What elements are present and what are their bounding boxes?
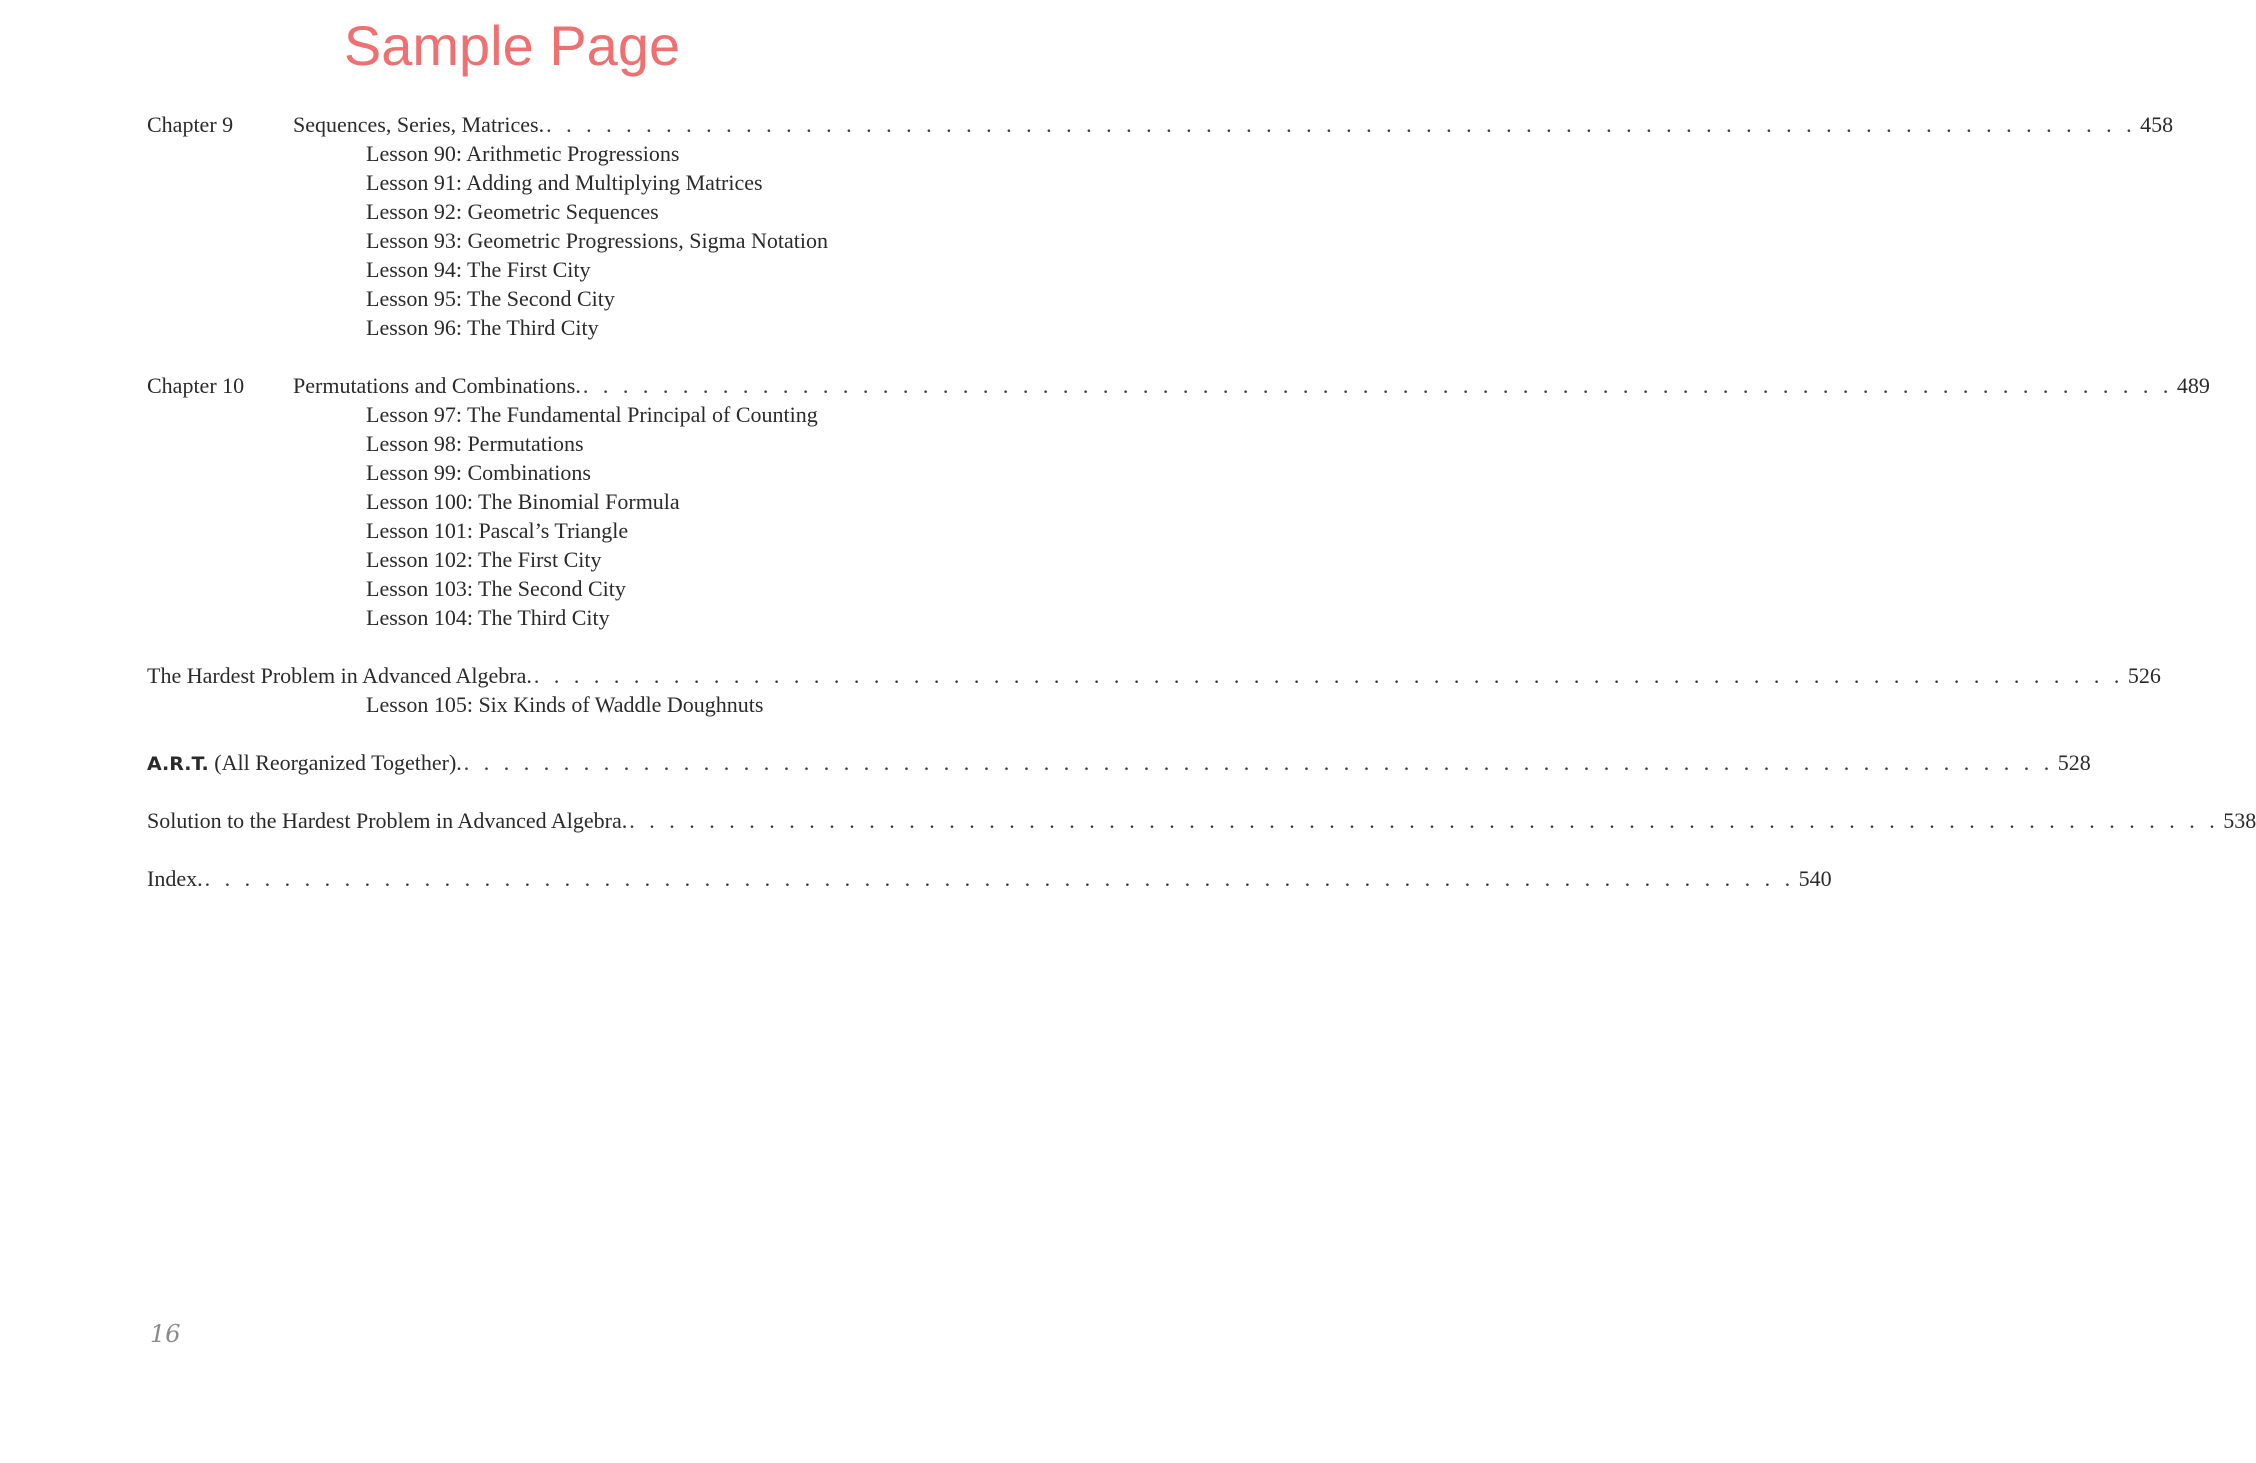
art-logo-text: A.R.T.: [147, 753, 209, 775]
dot-leader: . . . . . . . . . . . . . . . . . . . . . . . . . . . . . . . . . . . . . . . . . . . . . . . . . . . . . . . . . . . . . . . . . . . . . . . . . . . . . . . .: [463, 750, 2054, 775]
lesson-entry[interactable]: [147, 545, 878, 574]
page-ref: 540: [1798, 866, 1832, 891]
dot-leader: . . . . . . . . . . . . . . . . . . . . . . . . . . . . . . . . . . . . . . . . . . . . . . . . . . . . . . . . . . . . . . . . . . . . . . . . . . . . . . . .: [629, 808, 2220, 833]
lesson-entry[interactable]: [147, 690, 878, 719]
chapter-9-entry[interactable]: [147, 110, 2174, 139]
solution-entry[interactable]: [147, 806, 2256, 835]
lesson-entry[interactable]: [147, 400, 878, 429]
lesson-title: Lesson 97: The Fundamental Principal of Counting: [366, 402, 818, 427]
section-title: The Hardest Problem in Advanced Algebra.: [147, 663, 532, 688]
section-title: (All Reorganized Together).: [208, 750, 462, 775]
lesson-title: Lesson 99: Combinations: [366, 460, 591, 485]
lesson-entry[interactable]: [147, 168, 878, 197]
lesson-title: Lesson 100: The Binomial Formula: [366, 489, 680, 514]
lesson-entry[interactable]: [147, 458, 878, 487]
dot-leader: . . . . . . . . . . . . . . . . . . . . . . . . . . . . . . . . . . . . . . . . . . . . . . . . . . . . . . . . . . . . . . . . . . . . . . . . . . . . . . . .: [546, 112, 2137, 137]
dot-leader: . . . . . . . . . . . . . . . . . . . . . . . . . . . . . . . . . . . . . . . . . . . . . . . . . . . . . . . . . . . . . . . . . . . . . . . . . . . . . . . .: [204, 866, 1795, 891]
section-title: Solution to the Hardest Problem in Advanced Algebra.: [147, 808, 628, 833]
lesson-title: Lesson 94: The First City: [366, 257, 591, 282]
lesson-title: Lesson 95: The Second City: [366, 286, 615, 311]
lesson-title: Lesson 91: Adding and Multiplying Matrices: [366, 170, 763, 195]
page-ref: 526: [2127, 663, 2161, 688]
chapter-10-entry[interactable]: [147, 371, 2210, 400]
lesson-title: Lesson 101: Pascal’s Triangle: [366, 518, 629, 543]
page-ref: 528: [2057, 750, 2091, 775]
lesson-title: Lesson 92: Geometric Sequences: [366, 199, 659, 224]
chapter-label: Chapter 10: [147, 373, 245, 398]
table-of-contents: [147, 110, 2256, 893]
page-ref: 489: [2176, 373, 2210, 398]
sample-page-watermark: Sample Page: [343, 14, 681, 77]
dot-leader: . . . . . . . . . . . . . . . . . . . . . . . . . . . . . . . . . . . . . . . . . . . . . . . . . . . . . . . . . . . . . . . . . . . . . . . . . . . . . . . .: [582, 373, 2173, 398]
lesson-entry[interactable]: [147, 255, 878, 284]
hardest-problem-entry[interactable]: [147, 661, 2161, 690]
lesson-entry[interactable]: [147, 226, 878, 255]
lesson-title: Lesson 102: The First City: [366, 547, 602, 572]
lesson-title: Lesson 98: Permutations: [366, 431, 584, 456]
lesson-entry[interactable]: [147, 429, 878, 458]
lesson-title: Lesson 96: The Third City: [366, 315, 599, 340]
art-entry[interactable]: [147, 748, 2091, 777]
lesson-entry[interactable]: [147, 487, 878, 516]
chapter-title: Sequences, Series, Matrices.: [293, 112, 545, 137]
lesson-entry[interactable]: [147, 313, 878, 342]
lesson-entry[interactable]: [147, 574, 878, 603]
lesson-title: Lesson 103: The Second City: [366, 576, 626, 601]
lesson-entry[interactable]: [147, 139, 878, 168]
lesson-entry[interactable]: [147, 284, 878, 313]
chapter-label: Chapter 9: [147, 112, 234, 137]
lesson-title: Lesson 93: Geometric Progressions, Sigma Notation: [366, 228, 828, 253]
index-entry[interactable]: [147, 864, 1832, 893]
page-ref: 538: [2223, 808, 2256, 833]
lesson-entry[interactable]: [147, 603, 878, 632]
section-title: Index.: [147, 866, 203, 891]
dot-leader: . . . . . . . . . . . . . . . . . . . . . . . . . . . . . . . . . . . . . . . . . . . . . . . . . . . . . . . . . . . . . . . . . . . . . . . . . . . . . . . .: [533, 663, 2124, 688]
lesson-title: Lesson 90: Arithmetic Progressions: [366, 141, 680, 166]
page-number: 16: [150, 1320, 181, 1348]
lesson-entry[interactable]: [147, 197, 878, 226]
lesson-title: Lesson 105: Six Kinds of Waddle Doughnuts: [366, 692, 764, 717]
lesson-entry[interactable]: [147, 516, 878, 545]
lesson-title: Lesson 104: The Third City: [366, 605, 610, 630]
chapter-title: Permutations and Combinations.: [293, 373, 581, 398]
page-ref: 458: [2140, 112, 2174, 137]
